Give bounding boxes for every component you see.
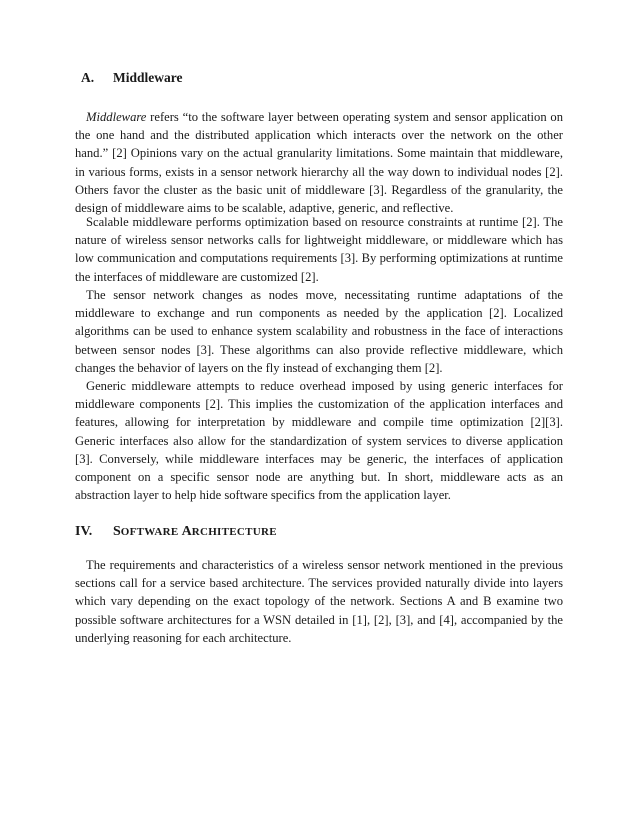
subsection-number: A. <box>81 70 95 85</box>
middleware-term: Middleware <box>86 110 147 124</box>
paragraph-architecture-intro: The requirements and characteristics of a wireless sensor network mentioned in the previous sections call for a service based architecture. The services provided naturally divide into layers which vary depending on the exact topology of the network. Sections A and B examine two possible software architectures for a WSN detailed in [1], [2], [3], and [4], accompanied by the underlying reasoning for each architecture. <box>75 558 563 645</box>
section-number: IV. <box>75 524 93 539</box>
subsection-heading <box>81 70 183 86</box>
paragraph-scalable: Scalable middleware performs optimization based on resource constraints at runtime [2]. The nature of wireless sensor networks calls for lightweight middleware, or middleware which has low communication and computations requirements [3]. By performing optimizations at runtime the interfaces of middleware are customized [2]. <box>75 215 563 284</box>
paragraph-text: refers “to the software layer between operating system and sensor application on the one hand and the distributed application which interacts over the network on the other hand.” [2] Opinions vary on the actual granularity limitations. Some maintain that middleware, in various forms, exists in a sensor network hierarchy all the way down to individual nodes [2]. Others favor the cluster as the basic unit of middleware [3]. Regardless of the granularity, the design of middleware aims to be scalable, adaptive, generic, and reflective. <box>75 110 563 216</box>
paragraph-generic: Generic middleware attempts to reduce overhead imposed by using generic interfaces for middleware components [2]. This implies the customization of the application interfaces and features, allowing for interpretation by middleware and compile time optimization [2][3]. Generic interfaces also allow for the standardization of system services to diverse application [3]. Conversely, while middleware interfaces may be generic, the interfaces of application component on a specific sensor node are anything but. In short, middleware acts as an abstraction layer to help hide software specifics from the application layer. <box>75 379 563 503</box>
section-heading: IV. SOFTWARE ARCHITECTURE <box>75 524 277 539</box>
subsection-title: Middleware <box>113 70 183 85</box>
paragraph-adaptive: The sensor network changes as nodes move, necessitating runtime adaptations of the middleware to exchange and run components as needed by the application [2]. Localized algorithms can be used to enhance system scalability and robustness in the face of interactions between sensor nodes [3]. These algorithms can also provide reflective middleware, which changes the behavior of layers on the fly instead of exchanging them [2]. <box>75 288 563 375</box>
paragraph-middleware-definition <box>75 108 563 217</box>
